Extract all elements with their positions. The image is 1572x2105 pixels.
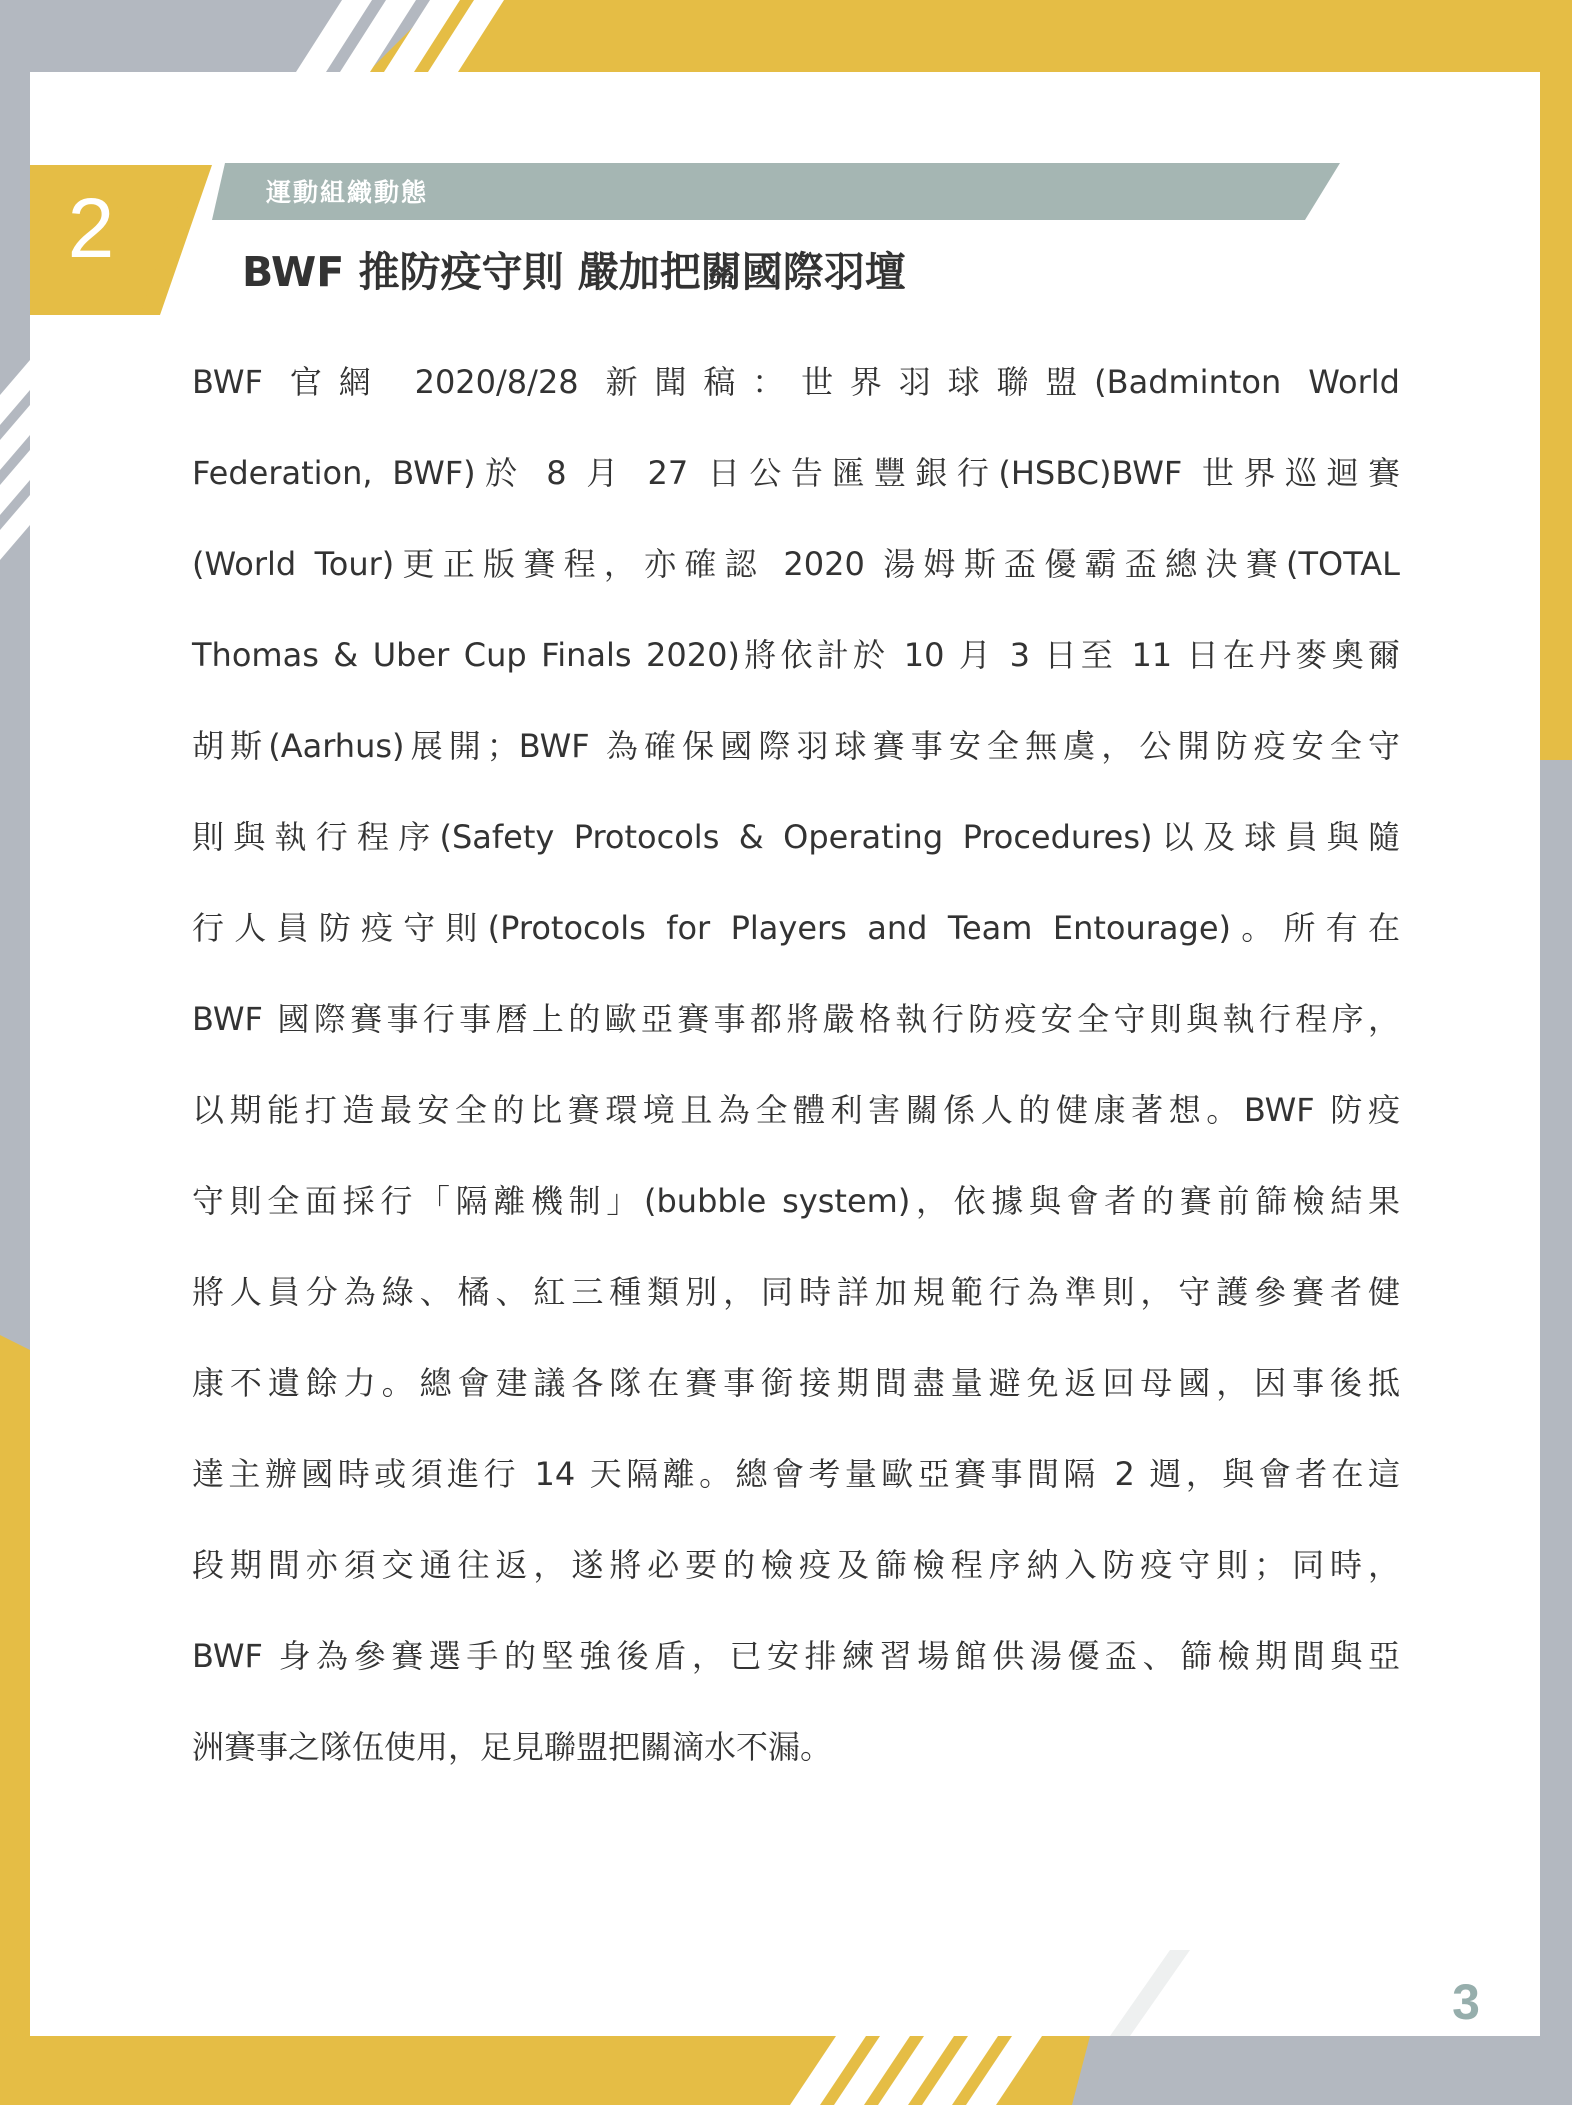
article-body — [192, 348, 1400, 1804]
section-number: 2 — [67, 181, 115, 275]
body-line: 胡斯(Aarhus)展開；BWF 為確保國際羽球賽事安全無虞，公開防疫安全守 — [192, 727, 1400, 765]
body-line: BWF 身為參賽選手的堅強後盾，已安排練習場館供湯優盃、篩檢期間與亞 — [192, 1637, 1400, 1675]
body-line: Federation, BWF)於 8 月 27 日公告匯豐銀行(HSBC)BWF 世界巡迴賽 — [192, 454, 1400, 492]
page-number: 3 — [1452, 1974, 1480, 2030]
body-line: 達主辦國時或須進行 14 天隔離。總會考量歐亞賽事間隔 2 週，與會者在這 — [192, 1455, 1400, 1493]
body-line: 行人員防疫守則(Protocols for Players and Team Entourage)。所有在 — [192, 909, 1400, 947]
body-line: BWF 官網 2020/8/28 新聞稿：世界羽球聯盟(Badminton World — [192, 363, 1400, 401]
body-line: 洲賽事之隊伍使用，足見聯盟把關滴水不漏。 — [192, 1728, 833, 1766]
body-line: 康不遺餘力。總會建議各隊在賽事銜接期間盡量避免返回母國，因事後抵 — [192, 1364, 1400, 1402]
body-line: 守則全面採行「隔離機制」(bubble system)，依據與會者的賽前篩檢結果 — [192, 1182, 1400, 1220]
body-line: 將人員分為綠、橘、紅三種類別，同時詳加規範行為準則，守護參賽者健 — [192, 1273, 1400, 1311]
body-line: 以期能打造最安全的比賽環境且為全體利害關係人的健康著想。BWF 防疫 — [192, 1091, 1400, 1129]
body-line: 則與執行程序(Safety Protocols & Operating Procedures)以及球員與隨 — [192, 818, 1400, 856]
section-label: 運動組織動態 — [266, 178, 429, 207]
body-line: BWF 國際賽事行事曆上的歐亞賽事都將嚴格執行防疫安全守則與執行程序， — [192, 1000, 1400, 1038]
body-line: 段期間亦須交通往返，遂將必要的檢疫及篩檢程序納入防疫守則；同時， — [192, 1546, 1400, 1584]
body-line: Thomas & Uber Cup Finals 2020)將依計於 10 月 3 日至 11 日在丹麥奧爾 — [192, 636, 1400, 674]
article-title: BWF 推防疫守則 嚴加把關國際羽壇 — [242, 248, 906, 296]
body-line: (World Tour)更正版賽程，亦確認 2020 湯姆斯盃優霸盃總決賽(TOTAL — [192, 545, 1400, 583]
